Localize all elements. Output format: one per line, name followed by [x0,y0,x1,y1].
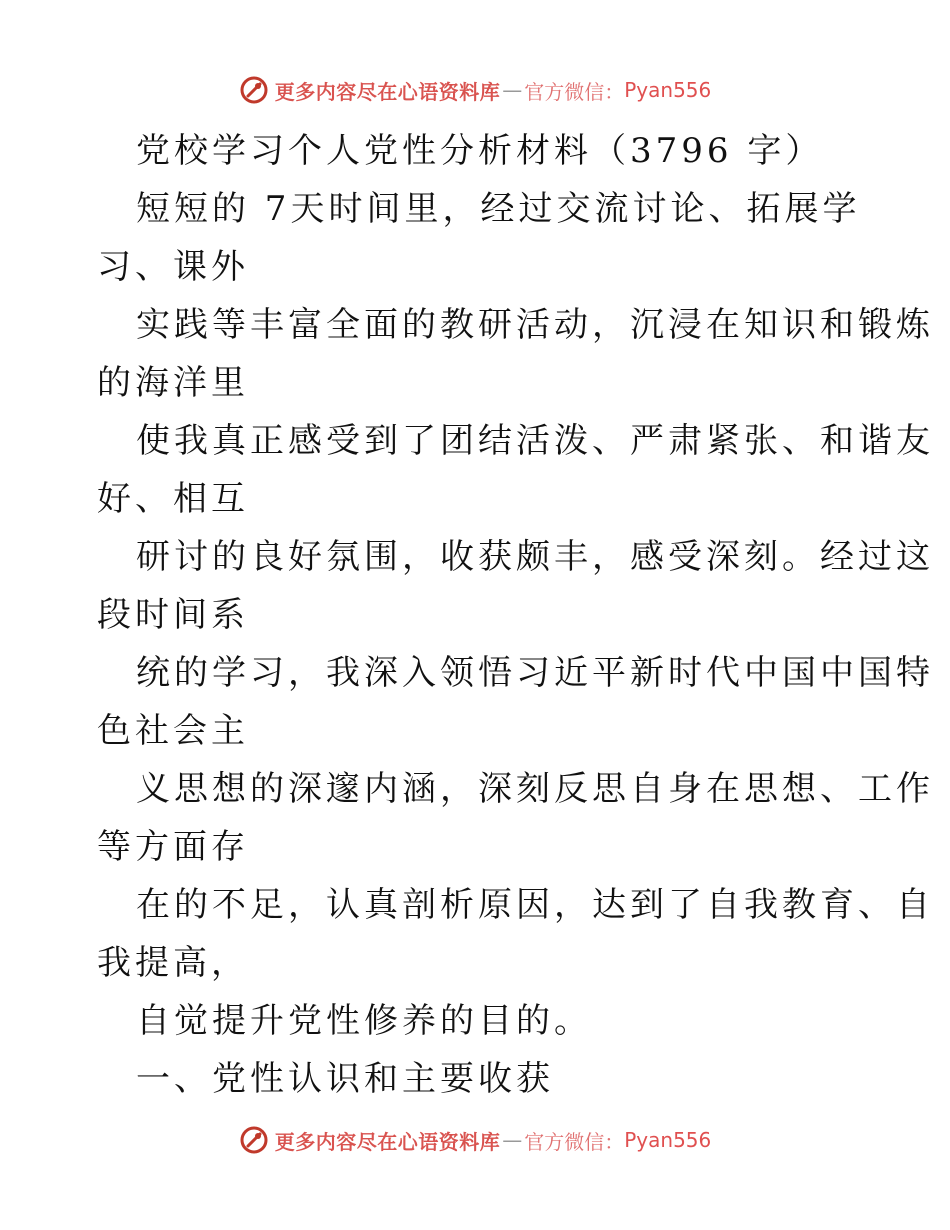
banner-wechat-id: Pyan556 [624,78,712,102]
text-line: 习、课外 [97,247,249,287]
logo-icon [239,75,269,105]
text-line: 统的学习，我深入领悟习近平新时代中国中国特 [136,653,934,693]
banner-separator: — [502,78,523,102]
text-line: 义思想的深邃内涵，深刻反思自身在思想、工作 [136,769,934,809]
banner-text: 更多内容尽在心语资料库 [274,79,501,104]
footer-banner [0,1120,950,1160]
document-body [97,122,934,1108]
banner-wechat-id: Pyan556 [624,1128,712,1152]
text-line: 等方面存 [97,827,249,867]
text-line: 短短的 7天时间里，经过交流讨论、拓展学 [136,189,861,229]
text-line: 的海洋里 [97,363,249,403]
text-line: 好、相互 [97,479,249,519]
text-line: 实践等丰富全面的教研活动，沉浸在知识和锻炼 [136,305,934,345]
banner-wechat-label: 官方微信： [524,79,625,104]
banner-separator: — [502,1128,523,1152]
banner-text: 更多内容尽在心语资料库 [274,1129,501,1154]
text-line: 我提高， [97,943,249,983]
document-title: 党校学习个人党性分析材料（3796 字） [136,131,824,171]
banner-wechat-label: 官方微信： [524,1129,625,1154]
text-line: 使我真正感受到了团结活泼、严肃紧张、和谐友 [136,421,934,461]
logo-icon [239,1125,269,1155]
section-heading: 一、党性认识和主要收获 [136,1059,554,1099]
text-line: 自觉提升党性修养的目的。 [136,1001,592,1041]
text-line: 段时间系 [97,595,249,635]
header-banner [0,70,950,110]
text-line: 色社会主 [97,711,249,751]
text-line: 在的不足，认真剖析原因，达到了自我教育、自 [136,885,934,925]
text-line: 研讨的良好氛围，收获颇丰，感受深刻。经过这 [136,537,934,577]
